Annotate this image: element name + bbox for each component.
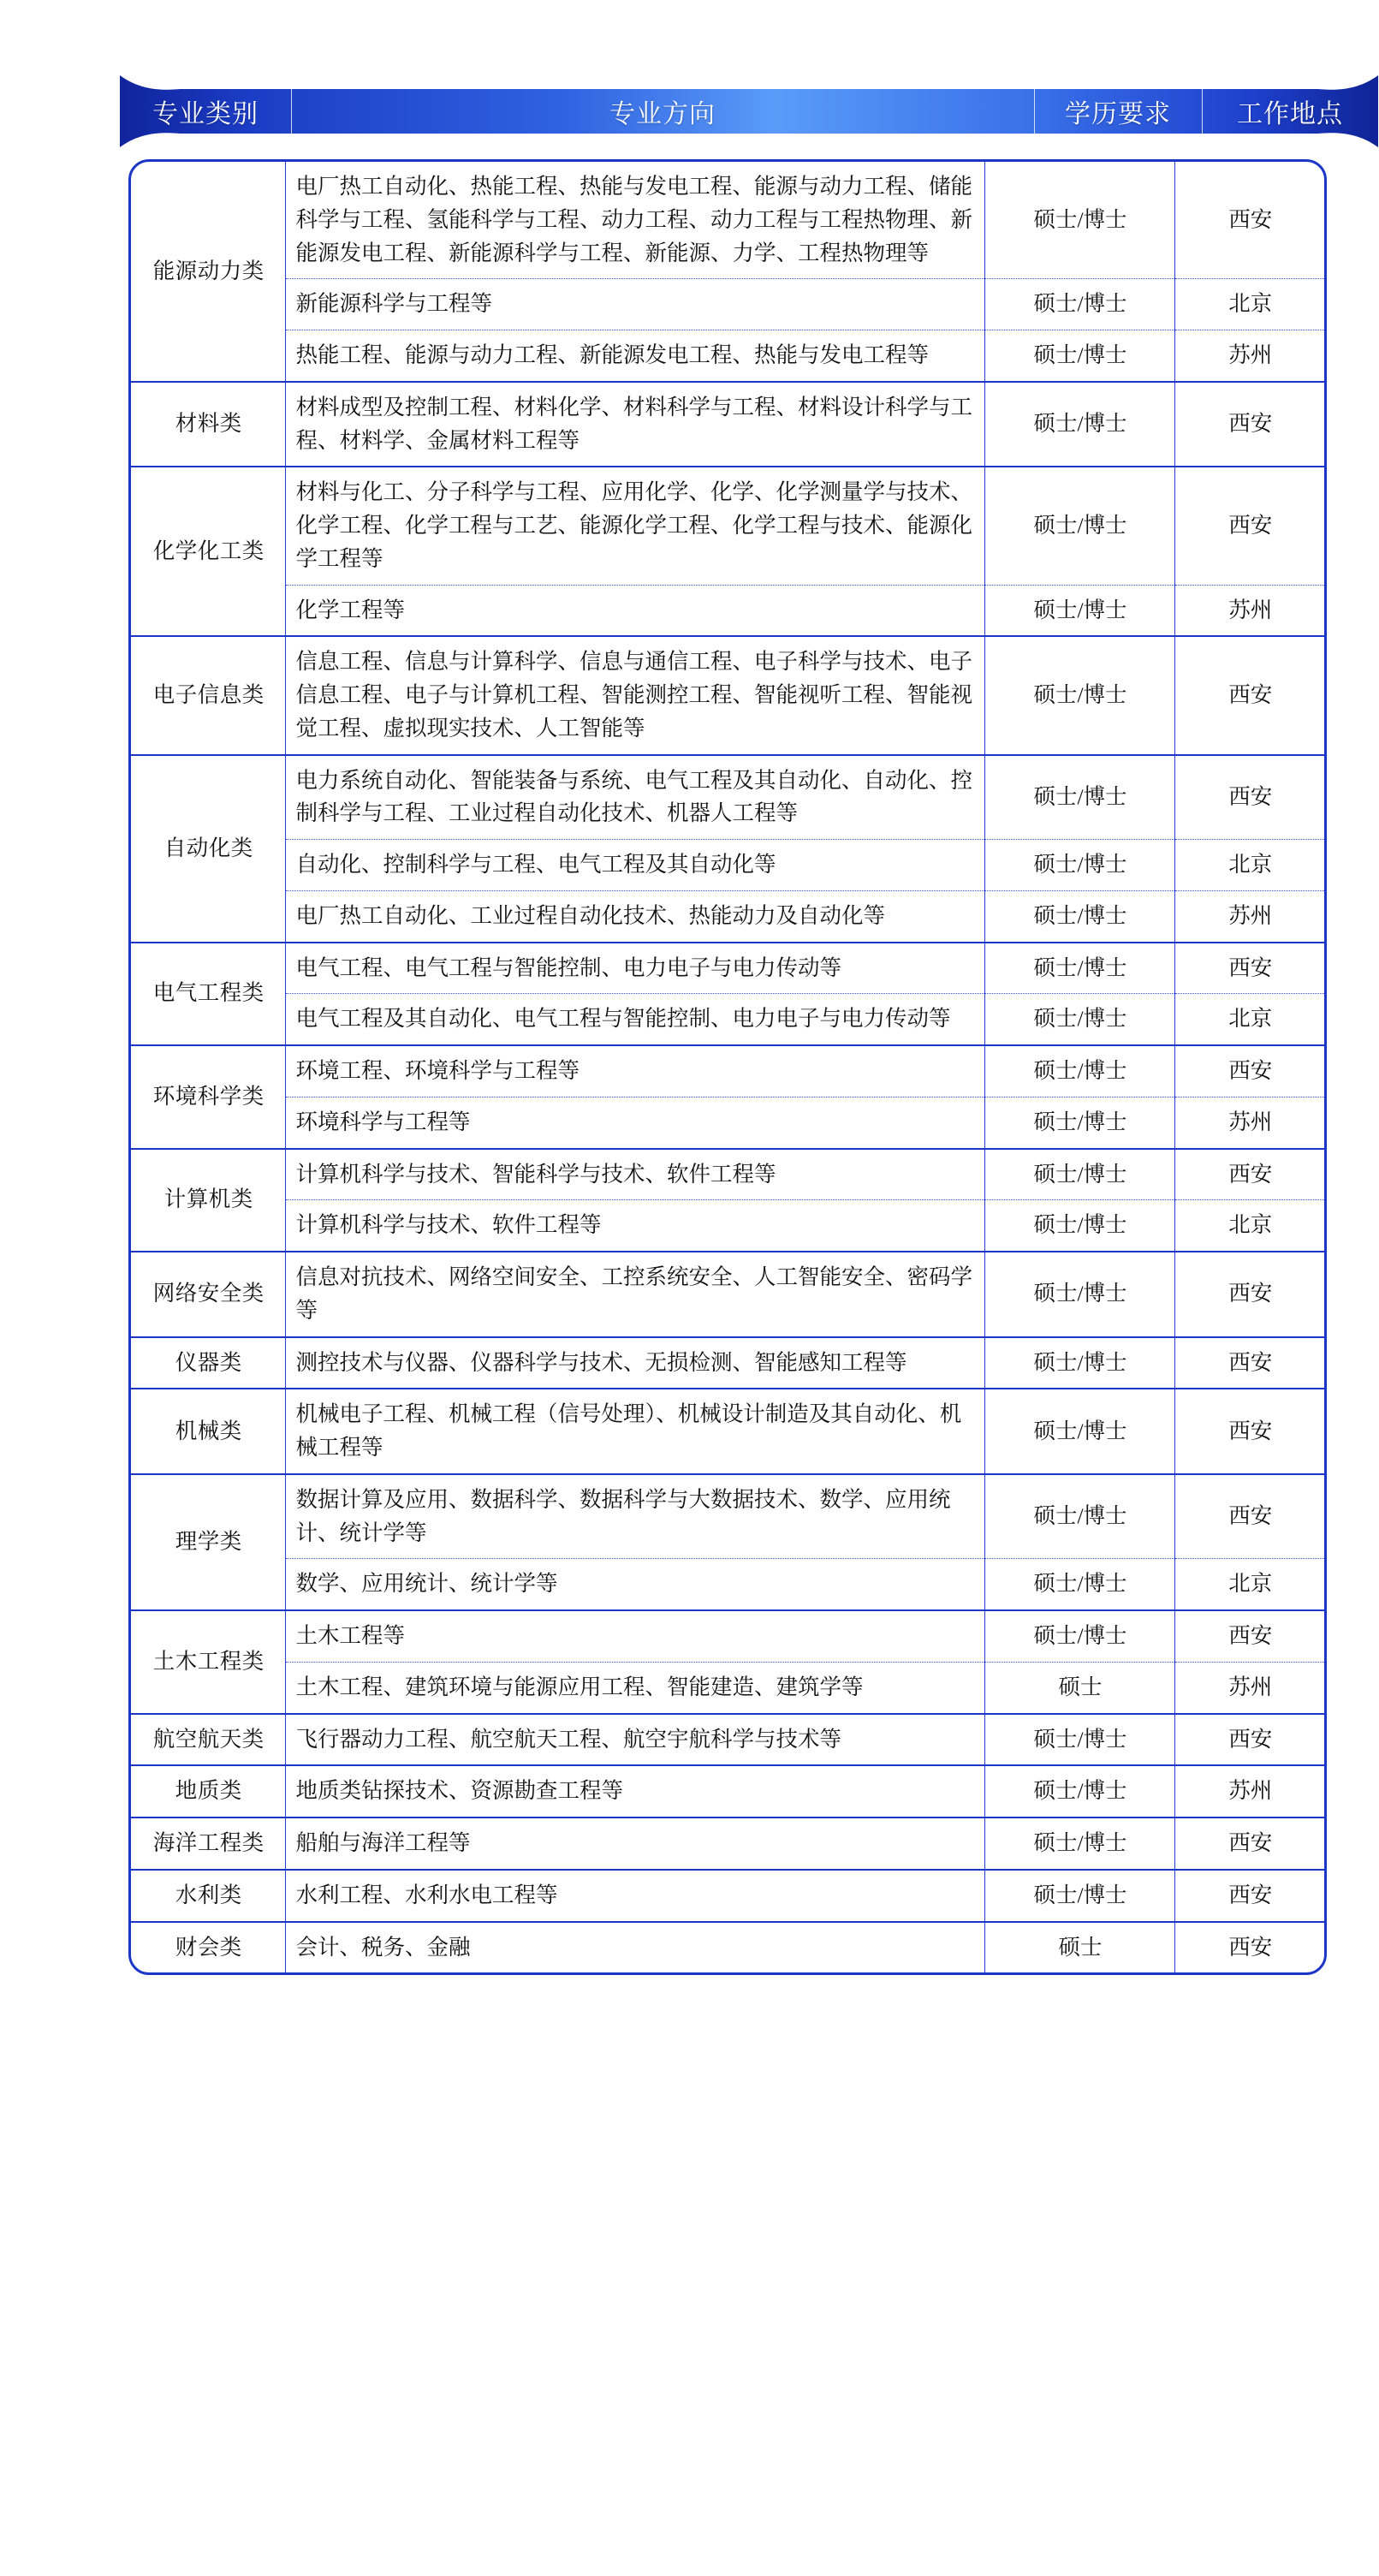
cell-direction: 土木工程等: [285, 1610, 984, 1662]
cell-degree: 硕士/博士: [984, 279, 1174, 330]
cell-direction: 测控技术与仪器、仪器科学与技术、无损检测、智能感知工程等: [285, 1337, 984, 1389]
cell-category: 电子信息类: [131, 636, 285, 754]
cell-degree: 硕士/博士: [984, 1765, 1174, 1817]
cell-location: 苏州: [1174, 330, 1324, 382]
table-row: [131, 1474, 1324, 1559]
table-row: [131, 890, 1324, 942]
majors-table: [131, 162, 1324, 1972]
table-row: [131, 467, 1324, 585]
cell-degree: 硕士/博士: [984, 636, 1174, 754]
majors-table-body: [131, 162, 1324, 1972]
cell-degree: 硕士/博士: [984, 1714, 1174, 1766]
table-row: [131, 1714, 1324, 1766]
cell-category: 地质类: [131, 1765, 285, 1817]
cell-location: 西安: [1174, 1389, 1324, 1474]
cell-degree: 硕士/博士: [984, 890, 1174, 942]
cell-category: 自动化类: [131, 755, 285, 943]
header-cell-direction: [291, 75, 1034, 147]
table-row: [131, 330, 1324, 382]
cell-location: 西安: [1174, 1337, 1324, 1389]
cell-degree: 硕士/博士: [984, 1559, 1174, 1610]
table-row: [131, 755, 1324, 840]
header-cell-location: [1202, 75, 1378, 147]
cell-category: 电气工程类: [131, 943, 285, 1046]
cell-degree: 硕士: [984, 1922, 1174, 1973]
cell-location: 北京: [1174, 994, 1324, 1045]
cell-degree: 硕士: [984, 1662, 1174, 1713]
cell-direction: 会计、税务、金融: [285, 1922, 984, 1973]
cell-location: 北京: [1174, 1200, 1324, 1252]
cell-category: 理学类: [131, 1474, 285, 1610]
cell-category: 仪器类: [131, 1337, 285, 1389]
cell-direction: 水利工程、水利水电工程等: [285, 1870, 984, 1922]
cell-category: 财会类: [131, 1922, 285, 1973]
cell-location: 西安: [1174, 467, 1324, 585]
cell-category: 水利类: [131, 1870, 285, 1922]
cell-degree: 硕士/博士: [984, 1817, 1174, 1870]
cell-degree: 硕士/博士: [984, 330, 1174, 382]
cell-location: 苏州: [1174, 585, 1324, 636]
cell-location: 西安: [1174, 636, 1324, 754]
header-label-direction: 专业方向: [609, 100, 716, 128]
cell-location: 西安: [1174, 1922, 1324, 1973]
table-row: [131, 1662, 1324, 1713]
cell-location: 苏州: [1174, 1662, 1324, 1713]
table-row: [131, 1559, 1324, 1610]
table-row: [131, 1610, 1324, 1662]
cell-direction: 电厂热工自动化、热能工程、热能与发电工程、能源与动力工程、储能科学与工程、氢能科学与工程、动力工程、动力工程与工程热物理、新能源发电工程、新能源科学与工程、新能源、力学、工程热物理等: [285, 162, 984, 279]
cell-category: 海洋工程类: [131, 1817, 285, 1870]
table-row: [131, 1252, 1324, 1337]
cell-direction: 计算机科学与技术、软件工程等: [285, 1200, 984, 1252]
cell-direction: 船舶与海洋工程等: [285, 1817, 984, 1870]
cell-direction: 电气工程、电气工程与智能控制、电力电子与电力传动等: [285, 943, 984, 994]
cell-direction: 电气工程及其自动化、电气工程与智能控制、电力电子与电力传动等: [285, 994, 984, 1045]
cell-direction: 计算机科学与技术、智能科学与技术、软件工程等: [285, 1149, 984, 1200]
table-row: [131, 1149, 1324, 1200]
header-cell-degree: [1034, 75, 1202, 147]
header-divider-1: [291, 86, 292, 139]
table-row: [131, 1097, 1324, 1148]
table-row: [131, 1817, 1324, 1870]
cell-location: 西安: [1228, 206, 1273, 232]
cell-direction: 自动化、控制科学与工程、电气工程及其自动化等: [285, 840, 984, 891]
cell-location: 北京: [1174, 840, 1324, 891]
cell-category: 化学化工类: [131, 467, 285, 636]
cell-degree: 硕士/博士: [984, 1337, 1174, 1389]
cell-category: 网络安全类: [131, 1252, 285, 1337]
table-header-ribbon: [120, 75, 1378, 147]
table-row: [131, 943, 1324, 994]
cell-direction: 信息对抗技术、网络空间安全、工控系统安全、人工智能安全、密码学等: [285, 1252, 984, 1337]
cell-location: 西安: [1174, 943, 1324, 994]
cell-degree: 硕士/博士: [984, 840, 1174, 891]
cell-direction: 环境科学与工程等: [285, 1097, 984, 1148]
cell-degree: 硕士/博士: [984, 1097, 1174, 1148]
cell-degree: 硕士/博士: [984, 1149, 1174, 1200]
cell-category: 机械类: [131, 1389, 285, 1474]
cell-direction: 化学工程等: [285, 585, 984, 636]
cell-direction: 环境工程、环境科学与工程等: [285, 1045, 984, 1097]
header-cell-category: [120, 75, 291, 147]
cell-location: 西安: [1174, 1252, 1324, 1337]
table-row: [131, 636, 1324, 754]
cell-degree: 硕士/博士: [984, 1252, 1174, 1337]
cell-direction: 新能源科学与工程等: [285, 279, 984, 330]
cell-degree: 硕士/博士: [984, 467, 1174, 585]
cell-location: 苏州: [1174, 890, 1324, 942]
cell-location: 西安: [1174, 382, 1324, 467]
table-row: [131, 1337, 1324, 1389]
cell-category: 环境科学类: [131, 1045, 285, 1149]
cell-degree: 硕士/博士: [984, 994, 1174, 1045]
cell-degree: 硕士/博士: [984, 382, 1174, 467]
cell-direction: 材料成型及控制工程、材料化学、材料科学与工程、材料设计科学与工程、材料学、金属材料工程等: [285, 382, 984, 467]
cell-direction: 数据计算及应用、数据科学、数据科学与大数据技术、数学、应用统计、统计学等: [285, 1474, 984, 1559]
cell-degree: 硕士/博士: [984, 1610, 1174, 1662]
cell-location: 西安: [1174, 1474, 1324, 1559]
cell-direction: 地质类钻探技术、资源勘查工程等: [285, 1765, 984, 1817]
cell-direction: 信息工程、信息与计算科学、信息与通信工程、电子科学与技术、电子信息工程、电子与计算机工程、智能测控工程、智能视听工程、智能视觉工程、虚拟现实技术、人工智能等: [285, 636, 984, 754]
header-label-location: 工作地点: [1237, 100, 1343, 128]
table-row: [131, 1045, 1324, 1097]
cell-degree: 硕士/博士: [984, 943, 1174, 994]
cell-degree: 硕士/博士: [984, 1870, 1174, 1922]
cell-category: 土木工程类: [131, 1610, 285, 1714]
cell-degree: 硕士/博士: [984, 1045, 1174, 1097]
cell-location: 苏州: [1174, 1097, 1324, 1148]
table-row: [131, 1870, 1324, 1922]
cell-location: 西安: [1174, 1817, 1324, 1870]
table-row: [131, 585, 1324, 636]
cell-degree: 硕士/博士: [984, 1389, 1174, 1474]
cell-degree: 硕士/博士: [984, 585, 1174, 636]
header-label-category: 专业类别: [152, 100, 259, 128]
cell-location: 西安: [1174, 755, 1324, 840]
cell-direction: 热能工程、能源与动力工程、新能源发电工程、热能与发电工程等: [285, 330, 984, 382]
header-label-degree: 学历要求: [1065, 100, 1171, 128]
cell-location: 西安: [1174, 1149, 1324, 1200]
cell-direction: 土木工程、建筑环境与能源应用工程、智能建造、建筑学等: [285, 1662, 984, 1713]
table-row: [131, 382, 1324, 467]
table-row: [131, 840, 1324, 891]
cell-location: 西安: [1174, 1870, 1324, 1922]
header-divider-2: [1034, 86, 1035, 139]
table-row: [131, 1389, 1324, 1474]
cell-location: 西安: [1174, 1714, 1324, 1766]
table-row: [131, 1765, 1324, 1817]
table-row: [131, 1200, 1324, 1252]
cell-degree: 硕士/博士: [984, 162, 1174, 279]
cell-category: 航空航天类: [131, 1714, 285, 1766]
cell-direction: 电力系统自动化、智能装备与系统、电气工程及其自动化、自动化、控制科学与工程、工业过程自动化技术、机器人工程等: [285, 755, 984, 840]
table-row: [131, 994, 1324, 1045]
table-row: [131, 1922, 1324, 1973]
table-row: [131, 162, 1324, 279]
cell-direction: 材料与化工、分子科学与工程、应用化学、化学、化学测量学与技术、化学工程、化学工程与工艺、能源化学工程、化学工程与技术、能源化学工程等: [285, 467, 984, 585]
cell-degree: 硕士/博士: [984, 1200, 1174, 1252]
cell-degree: 硕士/博士: [984, 755, 1174, 840]
cell-degree: 硕士/博士: [984, 1474, 1174, 1559]
cell-location: 北京: [1174, 1559, 1324, 1610]
cell-category: 计算机类: [131, 1149, 285, 1252]
cell-location: 西安: [1174, 1610, 1324, 1662]
cell-direction: 电厂热工自动化、工业过程自动化技术、热能动力及自动化等: [285, 890, 984, 942]
cell-location: 北京: [1174, 279, 1324, 330]
cell-category: 能源动力类: [131, 162, 285, 382]
cell-direction: 飞行器动力工程、航空航天工程、航空宇航科学与技术等: [285, 1714, 984, 1766]
header-divider-3: [1202, 86, 1203, 139]
cell-direction: 数学、应用统计、统计学等: [285, 1559, 984, 1610]
cell-location: 西安: [1174, 1045, 1324, 1097]
table-row: [131, 279, 1324, 330]
cell-location: 苏州: [1174, 1765, 1324, 1817]
cell-category: 材料类: [131, 382, 285, 467]
majors-table-container: [128, 159, 1327, 1975]
cell-direction: 机械电子工程、机械工程（信号处理）、机械设计制造及其自动化、机械工程等: [285, 1389, 984, 1474]
